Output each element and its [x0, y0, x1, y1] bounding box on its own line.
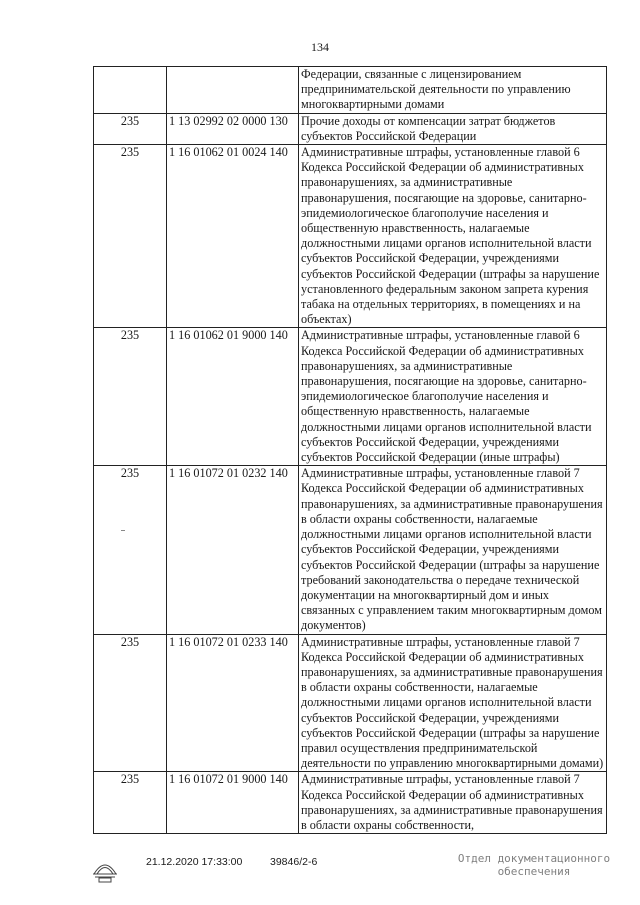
admin-code-cell: 235: [94, 634, 167, 772]
description-cell: Административные штрафы, установленные главой 6 Кодекса Российской Федерации об административных правонарушениях, за административные правонарушения, посягающие на здоровье, санитарно-эпидемиологическое благополучие населения и общественную нравственность, налагаемые должностными лицами органов исполнительной власти субъектов Российской Федерации, учреждениями субъектов Российской Федерации (иные штрафы): [299, 328, 607, 466]
description-cell: Административные штрафы, установленные главой 7 Кодекса Российской Федерации об административных правонарушениях, за административные правонарушения в области охраны собственности, налагаемые должностными лицами органов исполнительной власти субъектов Российской Федерации, учреждениями субъектов Российской Федерации (штрафы за нарушение правил осуществления предпринимательской деятельности по управлению многоквартирными домами): [299, 634, 607, 772]
emblem-icon: [90, 852, 120, 884]
description-cell: Федерации, связанные с лицензированием предпринимательской деятельности по управлению многоквартирными домами: [299, 67, 607, 114]
kbk-code-cell: 1 13 02992 02 0000 130: [167, 113, 299, 144]
table-row: [94, 772, 607, 834]
kbk-code-cell: 1 16 01062 01 0024 140: [167, 145, 299, 328]
description-cell: Административные штрафы, установленные главой 7 Кодекса Российской Федерации об административных правонарушениях, за административные правонарушения в области охраны собственности,: [299, 772, 607, 834]
admin-code-cell: 235: [94, 145, 167, 328]
kbk-code-cell: 1 16 01062 01 9000 140: [167, 328, 299, 466]
table-row: [94, 113, 607, 144]
description-cell: Прочие доходы от компенсации затрат бюджетов субъектов Российской Федерации: [299, 113, 607, 144]
description-cell: Административные штрафы, установленные главой 6 Кодекса Российской Федерации об административных правонарушениях, за административные правонарушения, посягающие на здоровье, санитарно-эпидемиологическое благополучие населения и общественную нравственность, налагаемые должностными лицами органов исполнительной власти субъектов Российской Федерации, учреждениями субъектов Российской Федерации (штрафы за нарушение установленного федеральным законом запрета курения табака на отдельных территориях, в помещениях и на объектах): [299, 145, 607, 328]
table-row: [94, 67, 607, 114]
margin-mark: [121, 530, 125, 531]
kbk-code-cell: 1 16 01072 01 9000 140: [167, 772, 299, 834]
footer-document-number: 39846/2-6: [270, 856, 318, 868]
budget-codes-table: [93, 66, 607, 834]
kbk-code-cell: [167, 67, 299, 114]
stamp-line: Отдел документационного: [457, 852, 611, 865]
kbk-code-cell: 1 16 01072 01 0233 140: [167, 634, 299, 772]
table-row: [94, 328, 607, 466]
admin-code-cell: 235: [94, 113, 167, 144]
admin-code-cell: 235: [94, 328, 167, 466]
department-stamp: [444, 852, 624, 878]
stamp-line: обеспечения: [497, 865, 571, 878]
table-row: [94, 466, 607, 634]
admin-code-cell: 235: [94, 772, 167, 834]
page-number: 134: [311, 40, 329, 54]
admin-code-cell: [94, 67, 167, 114]
footer-timestamp: 21.12.2020 17:33:00: [146, 856, 243, 868]
admin-code-cell: 235: [94, 466, 167, 634]
description-cell: Административные штрафы, установленные главой 7 Кодекса Российской Федерации об административных правонарушениях, за административные правонарушения в области охраны собственности, налагаемые должностными лицами органов исполнительной власти субъектов Российской Федерации, учреждениями субъектов Российской Федерации (штрафы за нарушение требований законодательства о передаче технической документации на многоквартирный дом и иных связанных с управлением таким многоквартирным домом документов): [299, 466, 607, 634]
table-row: [94, 145, 607, 328]
table-row: [94, 634, 607, 772]
kbk-code-cell: 1 16 01072 01 0232 140: [167, 466, 299, 634]
